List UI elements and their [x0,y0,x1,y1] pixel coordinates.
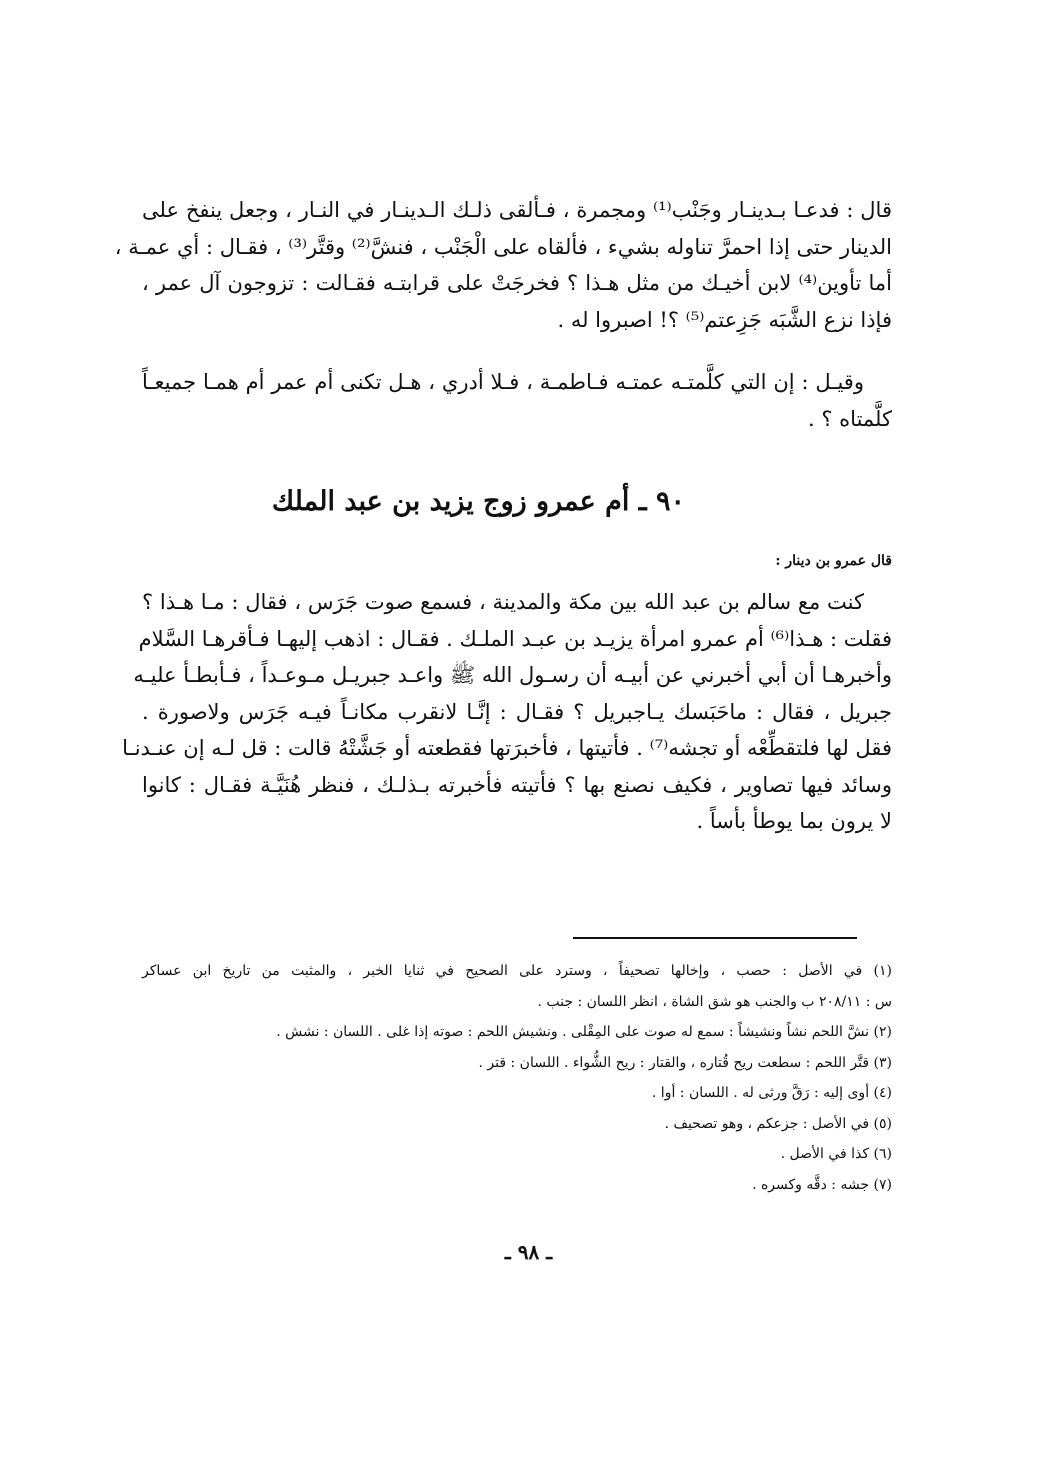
section-heading [0,486,1037,517]
footnote-7: (٧) جشه : دقَّه وكسره . [752,1176,892,1193]
footnote-1: (١) في الأصل : حصب ، وإخالها تصحيفاً ، وسترد على الصحيح في ثنايا الخبر ، والمثبت من تاريخ ابن عساكر [142,963,892,979]
body-paragraph-1 [114,192,892,338]
page-number [0,1240,1037,1264]
text-line: وقيـل : إن التي كلَّمتـه عمتـه فـاطمـة ، فـلا أدري ، هـل تكنى أم عمر أم همـا جميعـاً [142,370,864,394]
text-line: فإذا نزع الشَّبَه جَزِعتم⁽⁵⁾ ؟! اصبروا له . [557,307,892,332]
text-line: كلَّمتاه ؟ . [808,406,892,431]
section-heading-text: ٩٠ ـ أم عمرو زوج يزيد بن عبد الملك [271,486,686,517]
narrator-line: قال عمرو بن دينار : [775,553,892,569]
footnote-5: (٥) في الأصل : جزعكم ، وهو تصحيف . [664,1115,892,1132]
text-line: فقلت : هـذا⁽⁶⁾ أم عمرو امرأة يزيـد بن عبـد الملـك . فقـال : اذهب إليهـا فـأقرهـا السَّلام [138,626,892,651]
footnotes [142,956,892,1200]
text-line: جبريل ، فقال : ماحَبَسك يـاجبريل ؟ فقـال : إنَّـا لانقرب مكانـاً فيـه جَرَس ولاصورة . [142,699,892,724]
text-line: فقل لها فلتقطِّعْه أو تجشه⁽⁷⁾ . فأتيتها ، فأخبرَتها فقطعته أو جَشَّتْهُ قالت : قل لـه إن عنـدنـا [122,736,892,760]
body-paragraph-2 [142,364,892,437]
footnote-6: (٦) كذا في الأصل . [780,1146,892,1162]
footnote-3: (٣) قتَّر اللحم : سطعت ريح قُتاره ، والقتار : ريح الشُّواء . اللسان : قتر . [478,1054,892,1071]
text-line: وسائد فيها تصاوير ، فكيف نصنع بها ؟ فأتيته فأخبرته بـذلـك ، فنظر هُنَيَّـة فقـال : كانوا [142,772,892,797]
text-line: قال : فدعـا بـدينـار وجَنْب⁽¹⁾ ومجمرة ، فـألقى ذلـك الـدينـار في النـار ، وجعل ينفخ على [142,198,892,222]
footnote-4: (٤) أوى إليه : رَقَّ ورثى له . اللسان : أوا . [651,1085,892,1101]
text-line: أما تأوين⁽⁴⁾ لابن أخيـك من مثل هـذا ؟ فخرجَتْ على قرابتـه فقـالت : تزوجون آل عمر ، [142,271,892,295]
text-line: وأخبرهـا أن أبي أخبرني عن أبيـه أن رسـول الله ﷺ واعـد جبريـل مـوعـداً ، فـأبطـأ عليـه [133,663,892,687]
footnote-1-continued: س : ٢٠٨/١١ ب والجنب هو شق الشاة ، انظر اللسان : جنب . [537,993,892,1010]
text-line: لا يرون بما يوطأ بأساً . [696,809,892,833]
footnote-2: (٢) نشَّ اللحم نشاً ونشيشاً : سمع له صوت على المِقْلى . ونشيش اللحم : صوته إذا غلى . اللسان : نشش . [276,1024,892,1040]
text-line: الدينار حتى إذا احمرَّ تناوله بشيء ، فألقاه على الْجَنْب ، فنشَّ⁽²⁾ وقتَّر⁽³⁾ ، فقـال : أي عمـة ، [114,234,892,259]
text-line: كنت مع سالم بن عبد الله بين مكة والمدينة ، فسمع صوت جَرَس ، فقال : مـا هـذا ؟ [142,590,864,614]
body-paragraph-3 [122,584,892,840]
page-number-text: ـ ٩٨ ـ [504,1240,553,1264]
footnote-divider [573,937,857,939]
